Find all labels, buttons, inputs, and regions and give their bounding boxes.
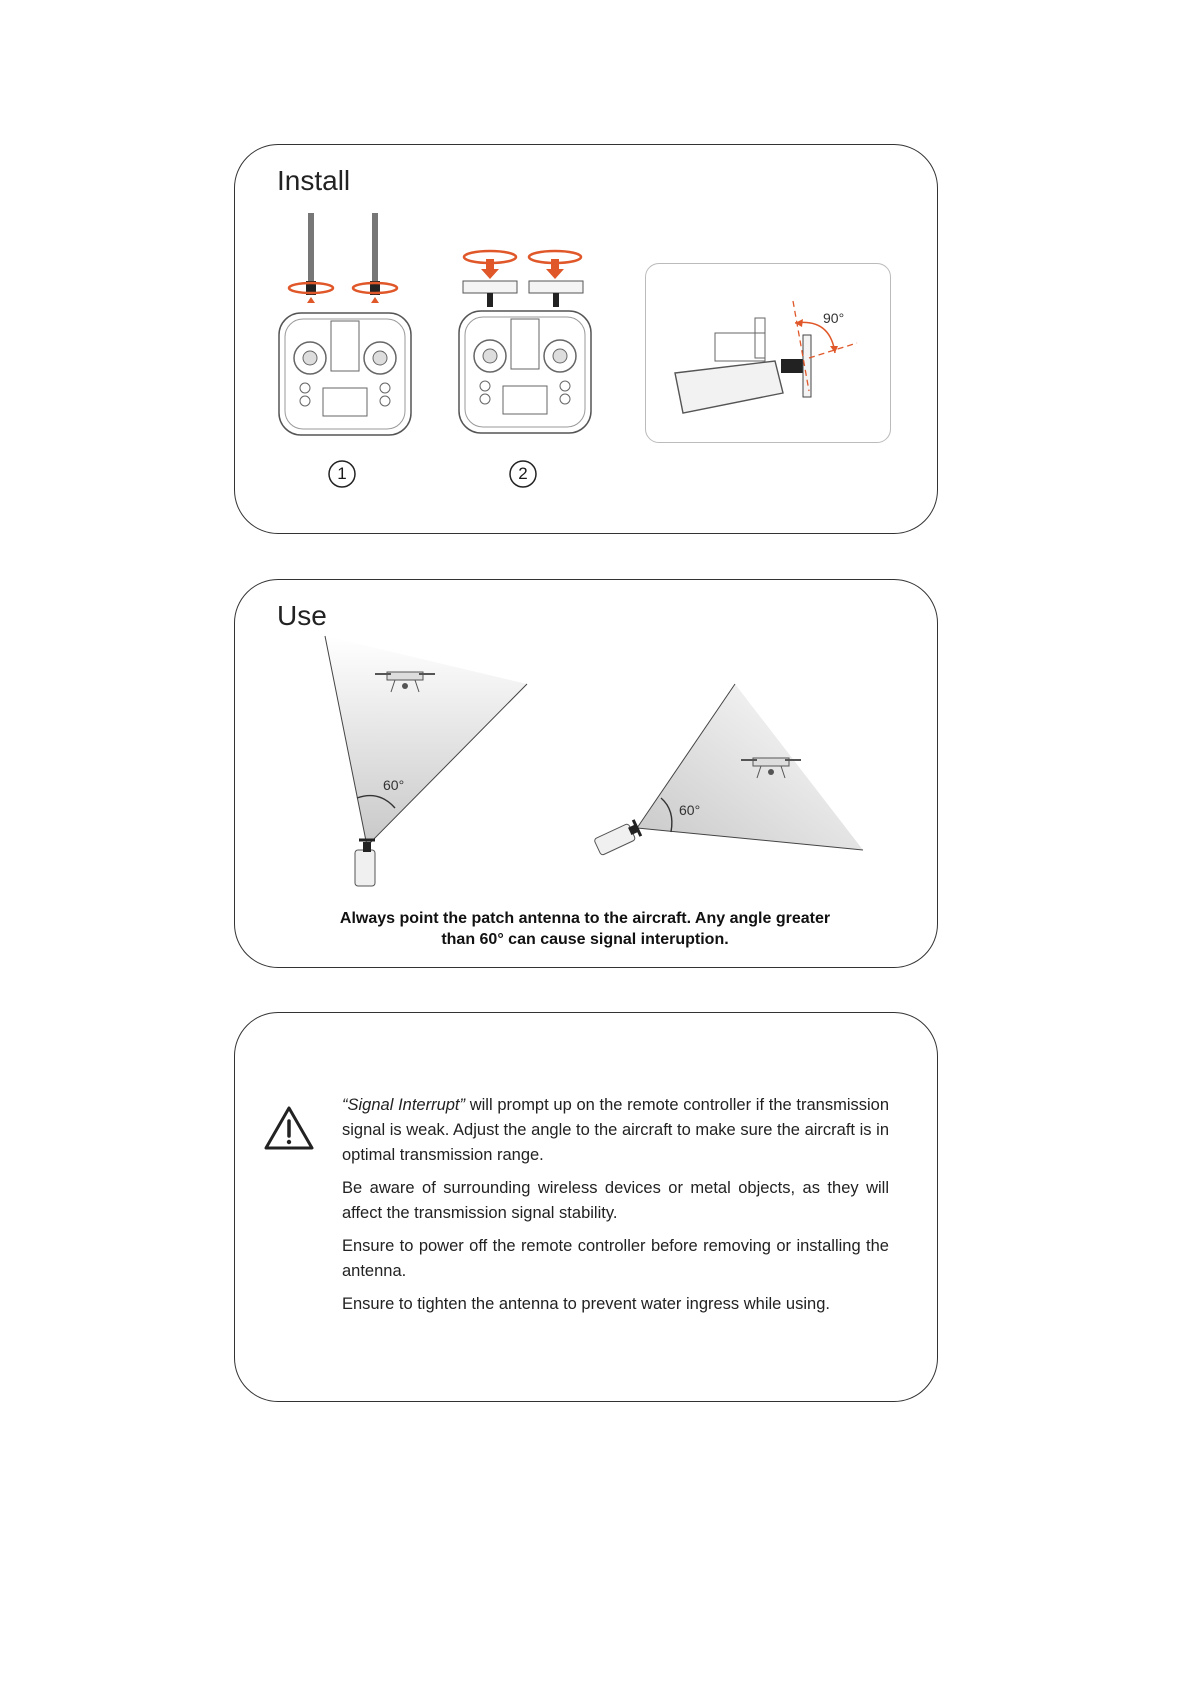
note-1 — [342, 1093, 889, 1168]
note-4: Ensure to tighten the antenna to prevent water ingress while using. — [342, 1295, 830, 1313]
use-angle-right: 60° — [679, 802, 701, 818]
use-caption — [295, 908, 875, 950]
step-2-label: 2 — [518, 464, 528, 483]
use-diagram-horizontal — [575, 680, 865, 860]
controller-upright-icon — [355, 840, 375, 886]
signal-cone — [325, 636, 527, 846]
use-caption-line1: Always point the patch antenna to the aircraft. Any angle greater — [339, 910, 831, 927]
note-1-emphasis: “Signal Interrupt” — [342, 1096, 466, 1114]
side-view-illustration — [645, 263, 889, 441]
patch-antenna-left — [463, 281, 517, 293]
rod-antenna-left — [308, 213, 314, 283]
patch-antenna-right — [529, 281, 583, 293]
notes-list — [342, 1093, 889, 1325]
remote-controller — [279, 313, 411, 435]
step-1-label: 1 — [337, 464, 347, 483]
install-panel — [234, 144, 938, 534]
use-diagram-vertical — [295, 630, 555, 890]
controller-rod-antenna-illustration — [275, 213, 415, 453]
controller-tilted-icon — [593, 820, 641, 856]
remote-controller — [459, 311, 591, 433]
note-1-text: will prompt up on the remote controller if the transmission signal is weak. Adjust the angle to the aircraft to make sure the aircraft is in optimal transmission range. — [342, 1096, 890, 1164]
use-caption-line2: than 60° can cause signal interuption. — [441, 931, 729, 948]
remote-controller-side — [675, 361, 783, 413]
controller-screen — [323, 388, 367, 416]
install-title: Install — [277, 165, 351, 196]
note-3: Ensure to power off the remote controller before removing or installing the antenna. — [342, 1237, 889, 1280]
use-angle-left: 60° — [383, 777, 405, 793]
angle-90-label: 90° — [823, 310, 845, 326]
use-title: Use — [277, 600, 327, 631]
controller-patch-antenna-illustration — [455, 245, 595, 455]
notes-panel — [234, 1012, 938, 1402]
rod-antenna-right — [372, 213, 378, 283]
note-2: Be aware of surrounding wireless devices or metal objects, as they will affect the transmission signal stability. — [342, 1179, 889, 1222]
signal-cone — [637, 684, 863, 850]
use-panel — [234, 579, 938, 968]
warning-triangle-icon — [263, 1105, 315, 1151]
